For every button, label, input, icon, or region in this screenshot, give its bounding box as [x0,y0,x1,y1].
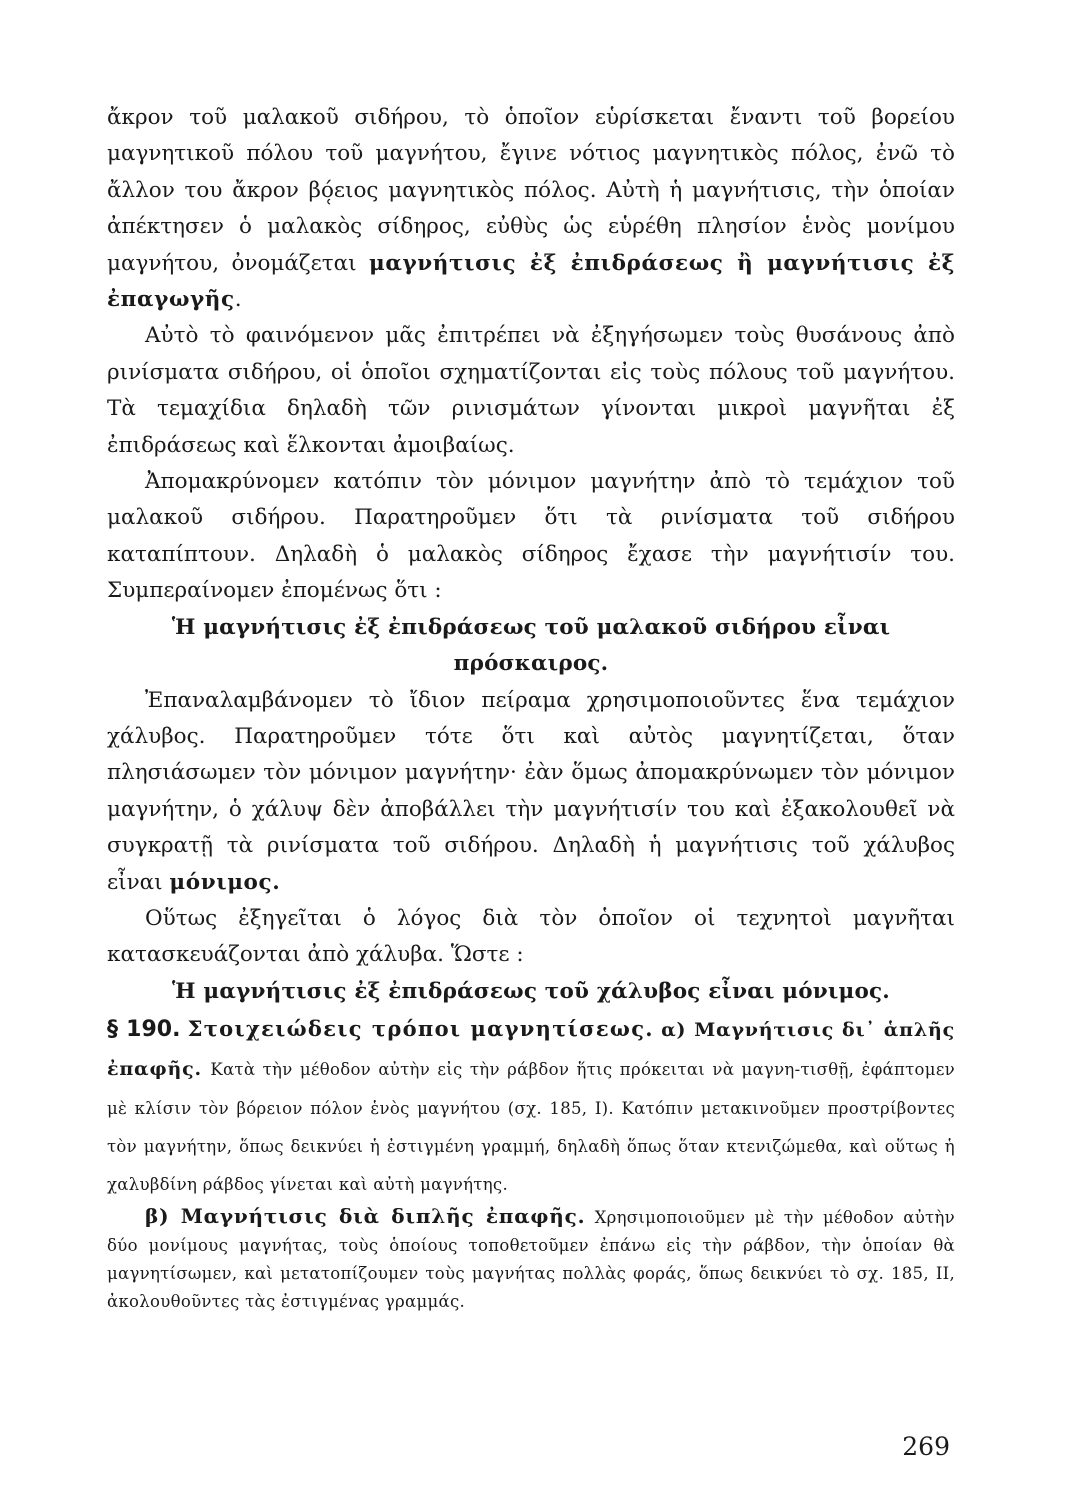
paragraph-steel-experiment [107,683,955,901]
paragraph-text: Ἐπαναλαμβάνομεν τὸ ἴδιον πείραμα χρησιμοποιοῦντες ἕνα τεμάχιον χάλυβος. Παρατηροῦμεν τότε ὅτι καὶ αὐτὸς μαγνητίζεται, ὅταν πλησιάσωμεν τὸν μόνιμον μαγνήτην· ἐὰν ὅμως ἀπομακρύνωμεν τὸν μόνιμον μαγνήτην, ὁ χάλυψ δὲν ἀποβάλλει τὴν μαγνήτισίν του καὶ ἐξακολουθεῖ νὰ συγκρατῇ τὰ ρινίσματα τοῦ σιδήρου. Δηλαδὴ ἡ μαγνήτισις τοῦ χάλυβος εἶναι [107,687,955,895]
page-body [107,100,955,1316]
paragraph-filings: Αὐτὸ τὸ φαινόμενον μᾶς ἐπιτρέπει νὰ ἐξηγήσωμεν τοὺς θυσάνους ἀπὸ ρινίσματα σιδήρου, οἱ ὁποῖοι σχηματίζονται εἰς τοὺς πόλους τοῦ μαγνήτου. Τὰ τεμαχίδια δηλαδὴ τῶν ρινισμάτων γίνονται μικροὶ μαγνῆται ἐξ ἐπιδράσεως καὶ ἕλκονται ἀμοιβαίως. [107,323,955,458]
term-induction: μαγνήτισις ἐξ ἐπιδράσεως ἢ μαγνήτισις ἐξ ἐπαγωγῆς [107,250,955,313]
term-permanent: μόνιμος. [169,869,281,895]
subsection-a-text: Κατὰ τὴν μέθοδον αὐτὴν εἰς τὴν ράβδον ἥτις πρόκειται νὰ μαγνη-τισθῇ, ἐφάπτομεν μὲ κλίσιν τὸν βόρειον πόλον ἑνὸς μαγνήτου (σχ. 185, I). Κατόπιν μετακινοῦμεν προστρίβοντες τὸν μαγνήτην, ὅπως δεικνύει ἡ ἐστιγμένη γραμμή, δηλαδὴ ὅπως ὅταν κτενιζώμεθα, καὶ οὕτως ἡ χαλυβδίνη ράβδος γίνεται καὶ αὐτὴ μαγνήτης. [107,1060,955,1195]
section-title: Στοιχειώδεις τρόποι μαγνητίσεως. [187,1016,654,1042]
subsection-b-heading: β) Μαγνήτισις διὰ διπλῆς ἐπαφῆς. [145,1204,586,1229]
statement-soft-iron: Ἡ μαγνήτισις ἐξ ἐπιδράσεως τοῦ μαλακοῦ σιδήρου εἶναι πρόσκαιρος. [171,614,891,677]
subsection-a-heading: α) Μαγνήτισις δι᾽ ἁπλῆς ἐπαφῆς. [107,1019,955,1081]
subsection-b-text: Χρησιμοποιοῦμεν μὲ τὴν μέθοδον αὐτὴν δύο μονίμους μαγνήτας, τοὺς ὁποίους τοποθετοῦμεν ἐπάνω εἰς τὴν ράβδον, τὴν ὁποίαν θὰ μαγνητίσωμεν, καὶ μετατοπίζουμεν τοὺς μαγνήτας πολλὰς φοράς, ὅπως δεικνύει τὸ σχ. 185, II, ἀκολουθοῦντες τὰς ἐστιγμένας γραμμάς. [107,1208,955,1312]
page-number: 269 [902,1432,950,1461]
subsection-b [107,1202,955,1316]
paragraph-text-end: . [234,287,242,313]
paragraph-remove-magnet: Ἀπομακρύνομεν κατόπιν τὸν μόνιμον μαγνήτην ἀπὸ τὸ τεμάχιον τοῦ μαλακοῦ σιδήρου. Παρατηροῦμεν ὅτι τὰ ρινίσματα τοῦ σιδήρου καταπίπτουν. Δηλαδὴ ὁ μαλακὸς σίδηρος ἔχασε τὴν μαγνήτισίν του. Συμπεραίνομεν ἐπομένως ὅτι : [107,469,955,604]
statement-steel: Ἡ μαγνήτισις ἐξ ἐπιδράσεως τοῦ χάλυβος εἶναι μόνιμος. [172,978,890,1004]
paragraph-artificial-magnets: Οὕτως ἐξηγεῖται ὁ λόγος διὰ τὸν ὁποῖον οἱ τεχνητοὶ μαγνῆται κατασκευάζονται ἀπὸ χάλυβα. Ὥστε : [107,905,955,968]
section-190 [107,1010,955,1202]
section-number: § 190. [107,1017,181,1043]
paragraph-text: ἄκρον τοῦ μαλακοῦ σιδήρου, τὸ ὁποῖον εὑρίσκεται ἔναντι τοῦ βορείου μαγνητικοῦ πόλου τοῦ μαγνήτου, ἔγινε νότιος μαγνητικὸς πόλος, ἐνῶ τὸ ἄλλον του ἄκρον βό̜ειος μαγνητικὸς πόλος. Αὐτὴ ἡ μαγνήτισις, τὴν ὁποίαν ἀπέκτησεν ὁ μαλακὸς σίδηρος, εὐθὺς ὡς εὑρέθη πλησίον ἑνὸς μονίμου μαγνήτου, ὀνομάζεται [107,105,955,276]
paragraph-induction-intro [107,100,955,318]
